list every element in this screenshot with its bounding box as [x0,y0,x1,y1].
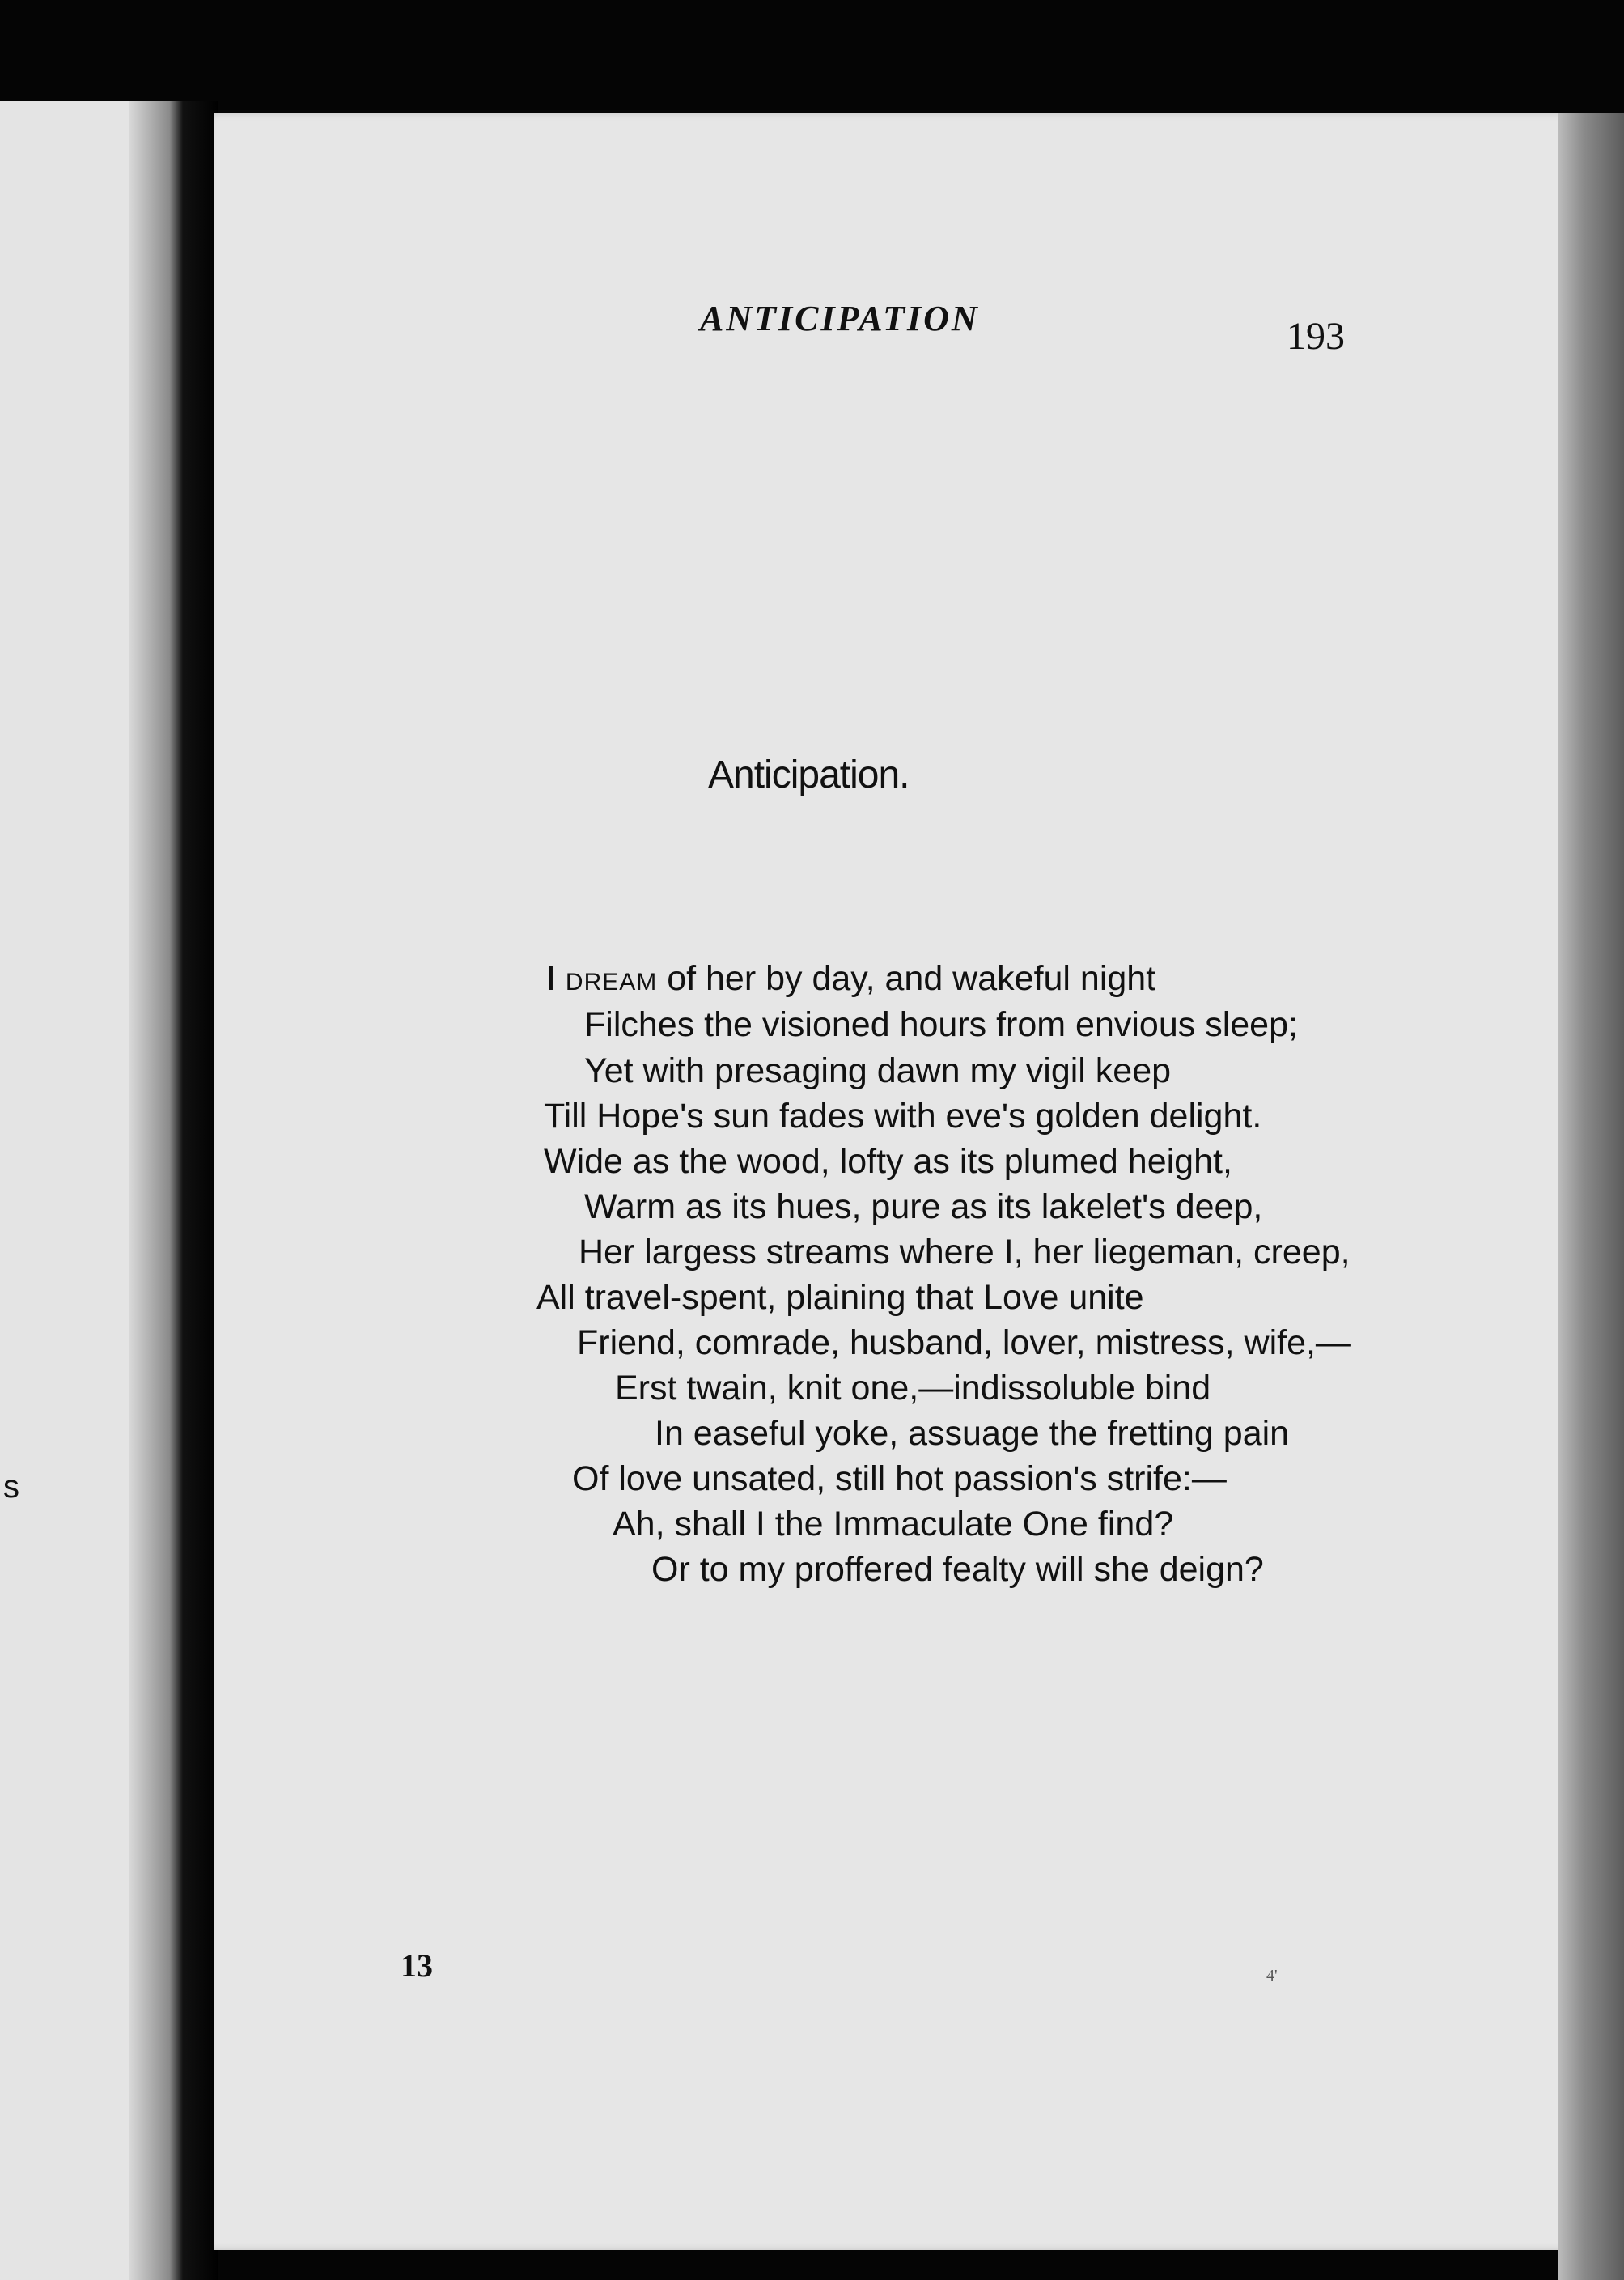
poem-first-word: dream [565,959,658,998]
poem-line: Or to my proffered fealty will she deign? [651,1550,1264,1589]
page-edge-shadow [1558,113,1624,2280]
poem-line: In easeful yoke, assuage the fretting pain [655,1414,1290,1453]
poem-line: All travel-spent, plaining that Love unite [536,1278,1144,1317]
poem-line: Yet with presaging dawn my vigil keep [584,1051,1172,1090]
book-gutter [129,101,218,2280]
poem-line: Wide as the wood, lofty as its plumed height, [544,1142,1232,1181]
page-number: 193 [1287,315,1345,358]
book-page [214,113,1574,2250]
poem-line: Till Hope's sun fades with eve's golden delight. [544,1097,1262,1136]
poem-line: Erst twain, knit one,—indissoluble bind [615,1369,1211,1407]
poem-line: Of love unsated, still hot passion's strife:— [572,1459,1227,1498]
poem-line: Filches the visioned hours from envious sleep; [584,1005,1298,1044]
poem-line: Her largess streams where I, her liegeman, creep, [579,1233,1351,1272]
poem-line: Warm as its hues, pure as its lakelet's deep, [584,1187,1263,1226]
poem-line-text: of her by day, and wakeful night [657,959,1156,998]
corner-mark: 4' [1266,1967,1278,1985]
poem-line: Ah, shall I the Immaculate One find? [613,1505,1174,1543]
signature-mark: 13 [401,1947,433,1984]
running-head: ANTICIPATION [700,299,980,338]
poem-line [546,959,1155,999]
poem-initial: I [546,959,556,998]
poem-line: Friend, comrade, husband, lover, mistress, wife,— [577,1323,1351,1362]
left-page-edge-text: s [3,1469,19,1505]
poem-title: Anticipation. [708,754,910,796]
